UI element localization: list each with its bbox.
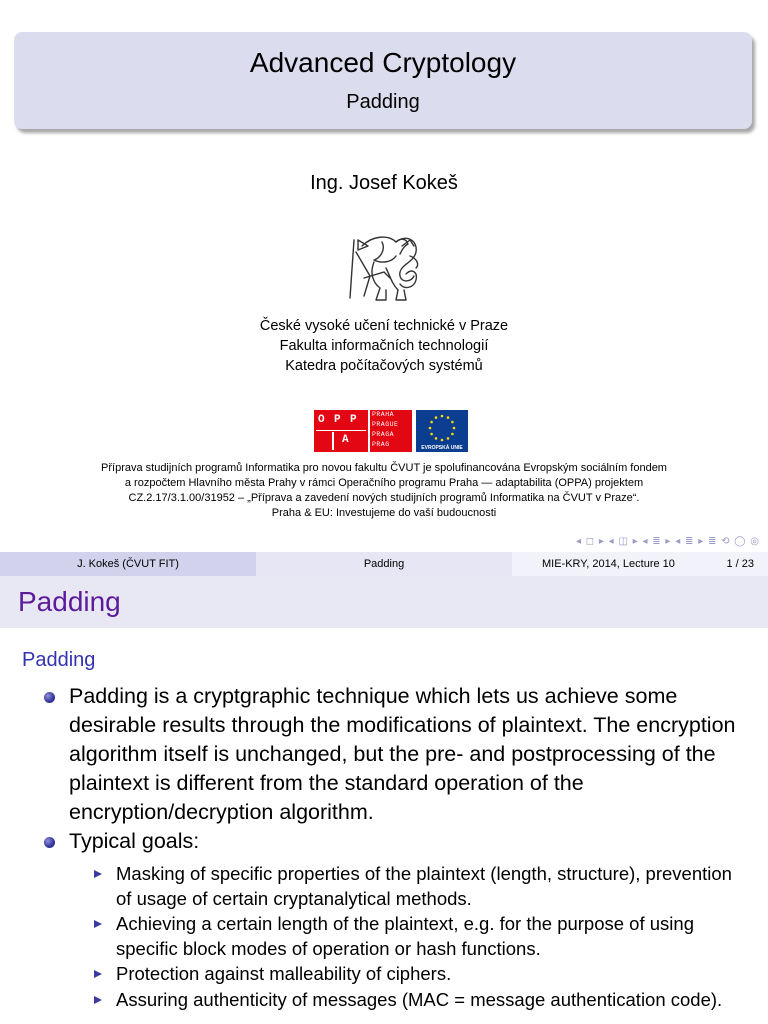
frame-title-bar (0, 576, 768, 628)
sub-list-item (69, 988, 744, 1013)
sub-list-item (69, 962, 744, 987)
eu-stars-icon (416, 410, 468, 444)
sub-bullet-list (69, 862, 744, 1012)
list-item (0, 827, 768, 1012)
footer-lecture: MIE-KRY, 2014, Lecture 10 (542, 558, 675, 570)
sub-bullet-text: Assuring authenticity of messages (MAC = message authentication code). (116, 988, 723, 1010)
oppa-logo: O P P A (314, 410, 368, 452)
sub-bullet-text: Masking of specific properties of the plaintext (length, structure), prevention of usage of certain cryptanalytical methods. (116, 863, 732, 909)
presentation-title: Advanced Cryptology (249, 47, 517, 78)
presentation-subtitle: Padding (346, 91, 420, 113)
triangle-bullet-icon (94, 996, 102, 1004)
bullet-ball-icon (44, 837, 55, 848)
eu-flag-logo (416, 410, 468, 452)
content-slide (0, 576, 768, 1024)
eu-caption: EVROPSKÁ UNIE (421, 445, 463, 451)
author-name: Ing. Josef Kokeš (310, 172, 458, 194)
sub-bullet-text: Achieving a certain length of the plaintext, e.g. for the purpose of using specific block modes of operation or hash functions. (116, 913, 694, 959)
bullet-text: Padding is a cryptgraphic technique which lets us achieve some desirable results through the modifications of plaintext. The encryption algorithm itself is unchanged, but the pre- and postprocessing of the plaintext is different from the standard operation of the encryption/decryption algorithm. (69, 684, 736, 824)
department-name: Katedra počítačových systémů (285, 358, 483, 374)
slide-footer (0, 552, 768, 576)
sub-list-item (69, 912, 744, 961)
footer-lecture-info (512, 552, 768, 576)
sub-bullet-text: Protection against malleability of ciphers. (116, 963, 452, 984)
bullet-text: Typical goals: (69, 829, 200, 853)
footer-author: J. Kokeš (ČVUT FIT) (0, 552, 256, 576)
bullet-list (0, 682, 768, 1013)
sub-list-item (69, 862, 744, 911)
cvut-lion-logo (340, 232, 428, 304)
institute-block (0, 316, 768, 376)
block-title: Padding (22, 649, 96, 671)
praha-logo: PRAHA PRAGUE PRAGA PRAG (370, 410, 412, 452)
funding-statement: Příprava studijních programů Informatika pro novou fakultu ČVUT je spolufinancována Evropským sociálním fondem a rozpočtem Hlavního města Prahy v rámci Operačního programu Praha — adaptabilita (OPPA) projektem CZ.2.17/3.1.00/31952 – „Příprava a zavedení nových studijních programů Informatika na ČVUT v Praze“. Praha & EU: Investujeme do vaší budoucnosti (101, 462, 667, 519)
list-item (0, 682, 768, 827)
footer-title: Padding (256, 552, 512, 576)
frame-title: Padding (18, 586, 121, 617)
triangle-bullet-icon (94, 870, 102, 878)
title-box (14, 32, 752, 129)
bullet-ball-icon (44, 692, 55, 703)
footer-page-number: 1 / 23 (726, 558, 754, 570)
university-name: České vysoké učení technické v Praze (259, 318, 509, 334)
triangle-bullet-icon (94, 970, 102, 978)
triangle-bullet-icon (94, 920, 102, 928)
beamer-navigation-symbols[interactable]: ◂ ◻ ▸ ◂ ◫ ▸ ◂ ≣ ▸ ◂ ≣ ▸ ≣ ⟲ ◯ ◎ (575, 536, 760, 547)
faculty-name: Fakulta informačních technologií (279, 338, 489, 354)
